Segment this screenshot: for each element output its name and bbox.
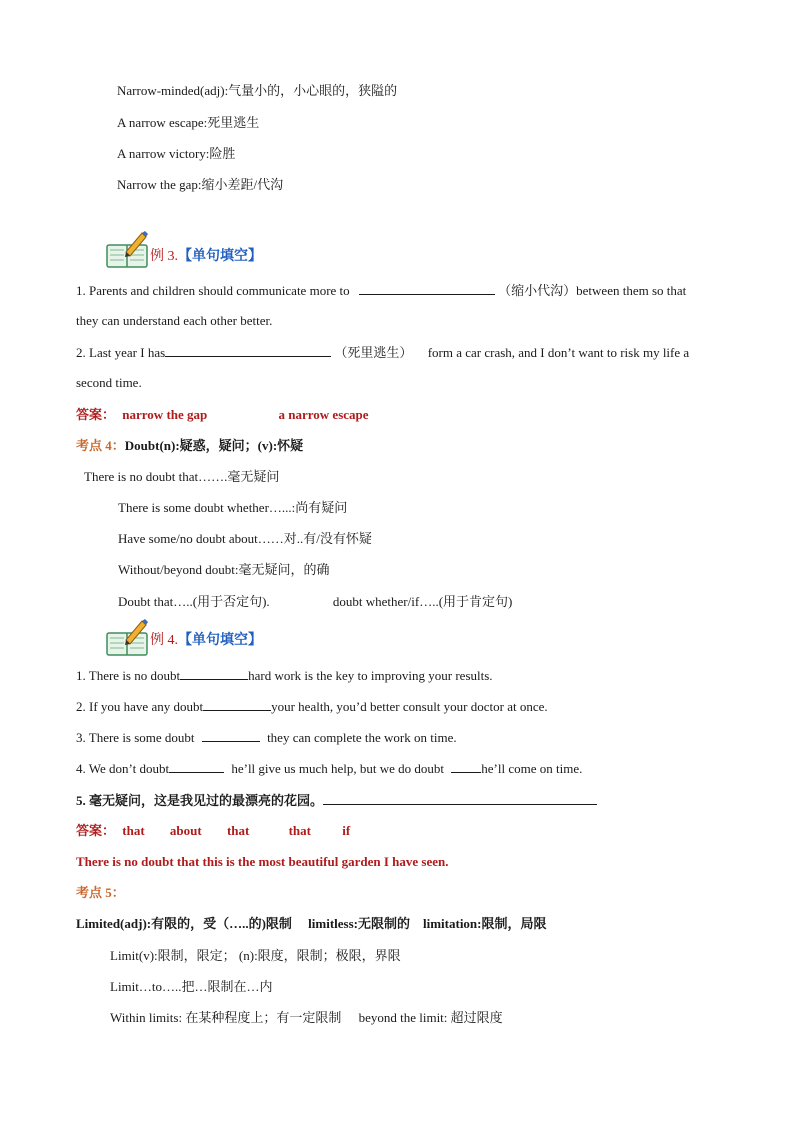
question-1-continued: they can understand each other better. — [76, 313, 273, 328]
question-text: （缩小代沟）between them so that — [498, 283, 687, 298]
answer-blank[interactable] — [451, 759, 481, 773]
question-text: 4. We don’t doubt — [76, 761, 170, 776]
usage-line: Without/beyond doubt:毫无疑问，的确 — [118, 562, 330, 577]
question-text: 3. There is some doubt — [76, 730, 195, 745]
example-4-header — [150, 629, 262, 649]
kaodian-label: 考点 4： — [76, 438, 125, 453]
usage-text: doubt whether/if…..(用于肯定句) — [332, 594, 513, 609]
usage-text: Within limits: 在某种程度上；有一定限制 — [110, 1010, 342, 1025]
answer-value: if — [342, 823, 351, 838]
answer-value: a narrow escape — [278, 407, 369, 422]
example-type: 【单句填空】 — [178, 249, 262, 264]
answer-blank[interactable] — [202, 728, 260, 742]
question-1 — [76, 666, 493, 685]
usage-text: beyond the limit: 超过限度 — [358, 1010, 503, 1025]
question-text: 2. Last year I has — [76, 345, 166, 360]
question-text: （死里逃生） — [334, 345, 413, 360]
answer-blank[interactable] — [180, 666, 248, 680]
example-label: 例 4. — [150, 633, 178, 648]
answer-label: 答案： — [76, 823, 116, 838]
question-text: 5. 毫无疑问，这是我见过的最漂亮的花园。 — [76, 793, 324, 808]
question-1 — [76, 281, 686, 300]
question-3 — [76, 728, 457, 747]
phrase-line: Narrow the gap:缩小差距/代沟 — [117, 177, 284, 192]
usage-text: Doubt that…..(用于否定句). — [118, 594, 270, 609]
question-text: your health, you’d better consult your doctor at once. — [271, 699, 548, 714]
question-text: hard work is the key to improving your results. — [248, 668, 493, 683]
example-3-header — [150, 245, 262, 265]
question-2 — [76, 343, 689, 362]
question-text: 1. Parents and children should communicate more to — [76, 283, 350, 298]
answer-value: narrow the gap — [122, 407, 208, 422]
kaodian-5-title: 考点 5： — [76, 885, 125, 900]
question-text: 2. If you have any doubt — [76, 699, 204, 714]
usage-line: Limit…to…..把…限制在…内 — [110, 979, 273, 994]
phrase-line: Narrow-minded(adj):气量小的，小心眼的，狭隘的 — [117, 83, 398, 98]
phrase-line: A narrow escape:死里逃生 — [117, 115, 260, 130]
example-label: 例 3. — [150, 249, 178, 264]
usage-line: Limit(v):限制，限定； (n):限度，限制；极限，界限 — [110, 948, 401, 963]
answer-row — [76, 822, 350, 840]
question-text: he’ll give us much help, but we do doubt — [231, 761, 445, 776]
question-5 — [76, 791, 597, 810]
book-pencil-icon — [104, 230, 150, 270]
question-text: 1. There is no doubt — [76, 668, 181, 683]
question-2 — [76, 697, 548, 716]
question-text: form a car crash, and I don’t want to risk my life a — [427, 345, 690, 360]
phrase-line: A narrow victory:险胜 — [117, 146, 236, 161]
usage-line — [110, 1009, 503, 1027]
question-4 — [76, 759, 582, 778]
usage-line: There is some doubt whether…...:尚有疑问 — [118, 500, 348, 515]
answer-blank[interactable] — [203, 697, 271, 711]
answer-blank[interactable] — [169, 759, 224, 773]
kaodian-4-title — [76, 437, 303, 455]
answer-blank[interactable] — [165, 343, 331, 357]
answer-row — [76, 406, 369, 424]
kaodian-5-heading: Limited(adj):有限的，受（…..的)限制 limitless:无限制的 limitation:限制，局限 — [76, 916, 547, 931]
answer-sentence: There is no doubt that this is the most beautiful garden I have seen. — [76, 854, 449, 869]
question-2-continued: second time. — [76, 375, 142, 390]
usage-line: Have some/no doubt about……对..有/没有怀疑 — [118, 531, 372, 546]
usage-line: There is no doubt that…….毫无疑问 — [84, 469, 280, 484]
answer-value: that — [122, 823, 145, 838]
example-type: 【单句填空】 — [178, 633, 262, 648]
question-text: they can complete the work on time. — [267, 730, 457, 745]
answer-blank[interactable] — [323, 791, 597, 805]
book-pencil-icon — [104, 618, 150, 658]
answer-value: that — [288, 823, 311, 838]
answer-value: that — [226, 823, 250, 838]
question-text: he’ll come on time. — [481, 761, 583, 776]
usage-line — [118, 593, 512, 611]
answer-value: about — [169, 823, 202, 838]
kaodian-text: Doubt(n):疑惑，疑问；(v):怀疑 — [124, 438, 304, 453]
answer-blank[interactable] — [359, 281, 495, 295]
answer-label: 答案： — [76, 407, 116, 422]
